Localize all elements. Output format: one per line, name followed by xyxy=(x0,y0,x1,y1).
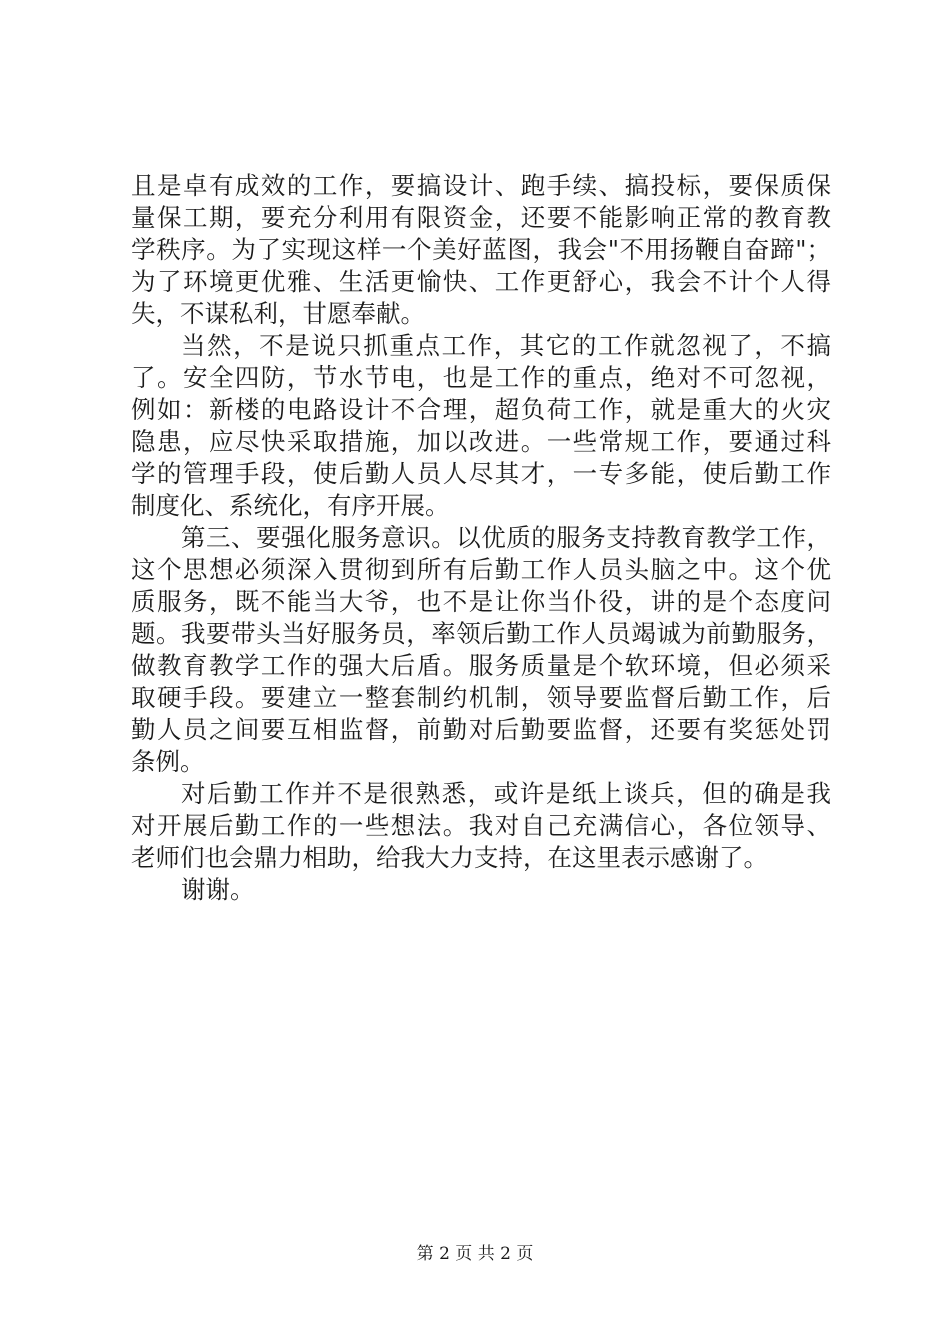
text-line: 这个思想必须深入贯彻到所有后勤工作人员头脑之中。这个优 xyxy=(131,555,831,584)
text-line: 对后勤工作并不是很熟悉，或许是纸上谈兵，但的确是我 xyxy=(181,779,831,808)
text-line: 做教育教学工作的强大后盾。服务质量是个软环境，但必须采 xyxy=(131,651,831,680)
text-line: 勤人员之间要互相监督，前勤对后勤要监督，还要有奖惩处罚 xyxy=(131,715,831,744)
text-line: 为了环境更优雅、生活更愉快、工作更舒心，我会不计个人得 xyxy=(131,267,831,296)
text-line: 谢谢。 xyxy=(181,875,255,904)
text-line: 质服务，既不能当大爷，也不是让你当仆役，讲的是个态度问 xyxy=(131,587,831,616)
text-line: 制度化、系统化，有序开展。 xyxy=(131,491,450,520)
text-line: 学秩序。为了实现这样一个美好蓝图，我会"不用扬鞭自奋蹄"； xyxy=(131,235,831,264)
text-line: 条例。 xyxy=(131,747,205,776)
text-line: 隐患，应尽快采取措施，加以改进。一些常规工作，要通过科 xyxy=(131,427,831,456)
text-line: 题。我要带头当好服务员，率领后勤工作人员竭诚为前勤服务， xyxy=(131,619,831,648)
text-line: 学的管理手段，使后勤人员人尽其才，一专多能，使后勤工作 xyxy=(131,459,831,488)
text-line: 且是卓有成效的工作，要搞设计、跑手续、搞投标，要保质保 xyxy=(131,171,831,200)
body-text xyxy=(131,170,831,906)
text-line: 当然，不是说只抓重点工作，其它的工作就忽视了，不搞 xyxy=(181,331,831,360)
text-line: 老师们也会鼎力相助，给我大力支持，在这里表示感谢了。 xyxy=(131,843,768,872)
text-line: 例如：新楼的电路设计不合理，超负荷工作，就是重大的火灾 xyxy=(131,395,831,424)
text-line: 失，不谋私利，甘愿奉献。 xyxy=(131,299,425,328)
page-footer: 第 2 页 共 2 页 xyxy=(416,1244,534,1264)
text-line: 第三、要强化服务意识。以优质的服务支持教育教学工作， xyxy=(181,523,831,552)
text-line: 了。安全四防，节水节电，也是工作的重点，绝对不可忽视， xyxy=(131,363,831,392)
text-line: 对开展后勤工作的一些想法。我对自己充满信心，各位领导、 xyxy=(131,811,831,840)
text-line: 取硬手段。要建立一整套制约机制，领导要监督后勤工作，后 xyxy=(131,683,831,712)
text-line: 量保工期，要充分利用有限资金，还要不能影响正常的教育教 xyxy=(131,203,831,232)
